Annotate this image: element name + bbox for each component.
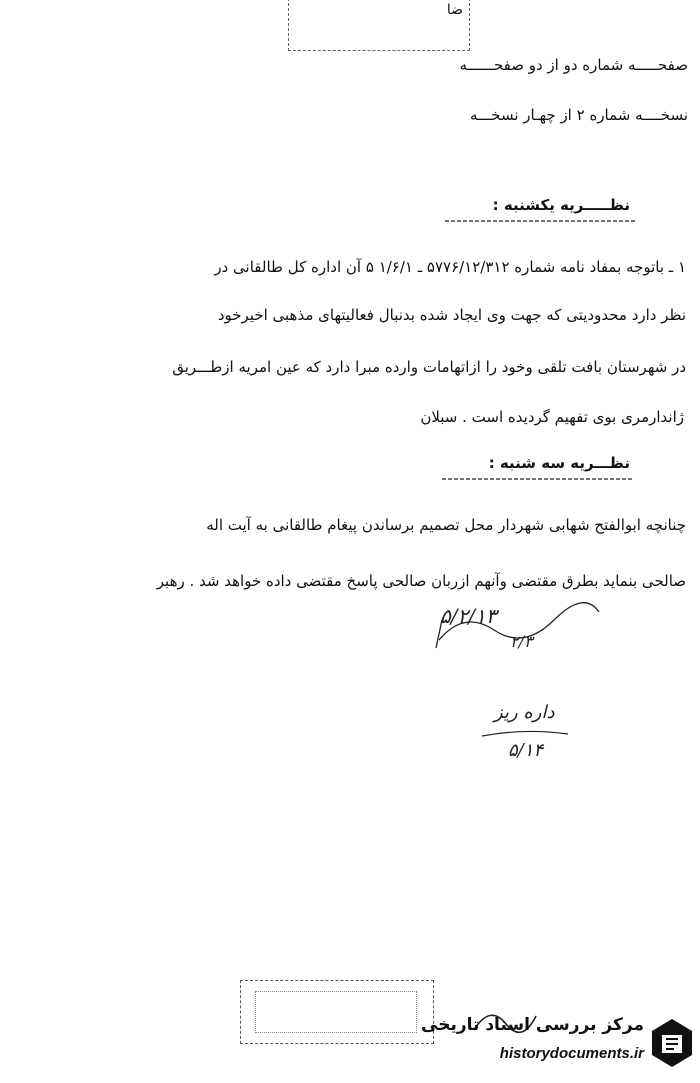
top-stamp-mark: ضا [446, 2, 463, 18]
section1-line-2: نظر دارد محدودیتی که جهت وی ایجاد شده بدنبال فعالیتهای مذهبی اخیرخود [217, 306, 686, 324]
page-number-line: صفحـــــه شماره دو از دو صفحــــــه [459, 56, 688, 74]
section1-heading: نظـــــریه یکشنبه : [492, 196, 630, 214]
watermark-logo [414, 1011, 694, 1077]
handwritten-date-note: ۵/۲/۱۳ [440, 604, 497, 628]
bottom-stamp [240, 980, 434, 1044]
section1-line-4: ژاندارمری بوی تفهیم گردیده است . سبلان [420, 408, 684, 426]
heading-underline-1 [445, 218, 635, 224]
bottom-stamp-inner [255, 991, 417, 1033]
watermark-name: مرکز بررسی اسناد تاریخی [421, 1015, 644, 1035]
section2-heading: نظـــریه سه شنبه : [488, 454, 630, 472]
handwritten-initials: ۲/۳ [510, 632, 533, 651]
top-stamp [288, 0, 470, 51]
section2-line-1: چنانچه ابوالفتح شهابی شهردار محل تصمیم برساندن پیغام طالقانی به آیت اله [206, 516, 686, 534]
signature-date: ۵/۱۴ [508, 740, 544, 761]
handwriting-strokes [434, 600, 604, 652]
section1-line-3: در شهرستان بافت تلقی وخود را ازاتهامات وارده مبرا دارد که عین امریه ازطـــریق [172, 358, 686, 376]
signature-underline [480, 726, 570, 740]
section2-line-2: صالحی بنماید بطرق مقتضی وآنهم ازربان صالحی پاسخ مقتضی داده خواهد شد . رهبر [156, 572, 686, 590]
section1-line-1: ۱ ـ باتوجه بمفاد نامه شماره ۵۷۷۶/۱۲/۳۱۲ ـ ۱/۶/۱ ۵ آن اداره کل طالقانی در [214, 258, 686, 276]
watermark-url: historydocuments.ir [499, 1045, 644, 1062]
signature-office: داره ریز [494, 702, 555, 723]
copy-number-line: نسخــــه شماره ۲ از چهـار نسخـــه [470, 106, 688, 124]
heading-underline-2 [442, 476, 632, 482]
archive-emblem-icon [650, 1017, 694, 1069]
